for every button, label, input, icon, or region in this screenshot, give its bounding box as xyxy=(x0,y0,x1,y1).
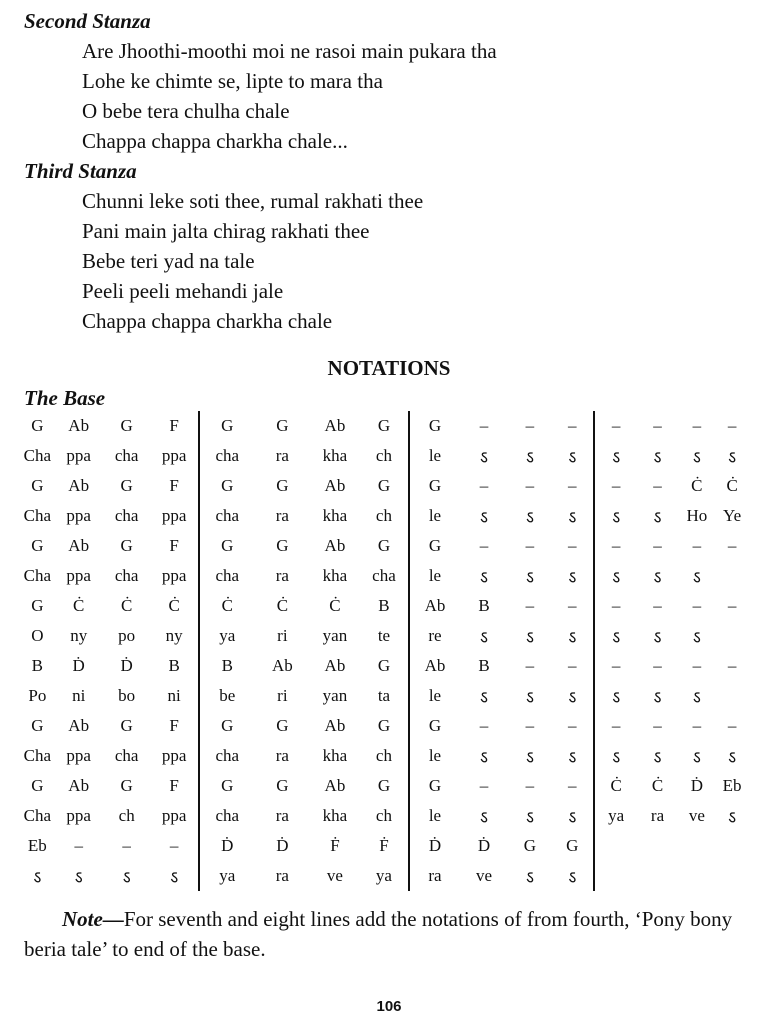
notation-cell: F xyxy=(169,416,179,435)
notation-cell: le xyxy=(409,501,460,531)
notation-cell: ऽ xyxy=(480,807,488,827)
notation-cell: ya xyxy=(199,621,255,651)
notation-cell: ra xyxy=(275,806,289,825)
notation-cell: – xyxy=(568,776,577,795)
notation-cell: Ḋ xyxy=(690,776,703,795)
notation-cell: ऽ xyxy=(525,507,534,527)
notation-cell: ऽ xyxy=(692,447,701,467)
notation-cell: Ċ xyxy=(276,596,289,615)
notation-cell: te xyxy=(377,626,391,645)
notation-cell: – xyxy=(692,536,702,555)
notation-cell: B xyxy=(168,656,180,675)
notation-cell: ch xyxy=(118,806,135,825)
notation-cell: ऽ xyxy=(525,807,534,827)
notation-cell: ny xyxy=(165,626,183,645)
notation-cell: Ḟ xyxy=(330,836,340,855)
notation-cell: ऽ xyxy=(122,867,131,887)
stanza-2-line-1: Are Jhoothi-moothi moi ne rasoi main pukara tha xyxy=(82,39,497,63)
notation-cell: G xyxy=(276,416,289,435)
notation-cell: po xyxy=(118,626,136,645)
notation-cell: Ab xyxy=(68,536,90,555)
notation-cell: ऽ xyxy=(525,747,534,767)
notation-cell: ppa xyxy=(161,566,187,585)
notation-cell: – xyxy=(692,656,702,675)
notation-cell: Ċ xyxy=(691,476,703,495)
notation-row xyxy=(20,501,748,531)
notation-row xyxy=(20,441,748,471)
notation-cell: F xyxy=(169,776,179,795)
notation-cell: ऽ xyxy=(480,627,488,647)
notation-cell: Cha xyxy=(23,566,52,585)
notation-cell: – xyxy=(594,411,638,441)
notation-cell: – xyxy=(653,476,662,495)
notation-cell: ऽ xyxy=(525,567,534,587)
notation-cell: G xyxy=(276,476,289,495)
notation-cell xyxy=(638,831,678,861)
notation-row xyxy=(20,411,748,441)
notation-cell: – xyxy=(653,716,662,735)
notation-cell: kha xyxy=(322,446,348,465)
stanza-2-heading: Second Stanza xyxy=(24,9,151,33)
notation-cell: – xyxy=(568,596,577,615)
notation-cell: Ḋ xyxy=(276,836,289,855)
notation-cell: ppa xyxy=(161,446,187,465)
notation-cell: ऽ xyxy=(594,741,638,771)
notation-cell: – xyxy=(568,716,577,735)
notation-cell: ऽ xyxy=(480,447,488,467)
notation-cell: Ye xyxy=(723,506,742,525)
notation-cell: – xyxy=(692,596,702,615)
notation-cell: G xyxy=(276,716,289,735)
notation-cell: Ċ xyxy=(199,591,255,621)
notation-cell: kha xyxy=(322,806,348,825)
notation-cell: G xyxy=(199,411,255,441)
notation-cell: Ḋ xyxy=(72,656,85,675)
notation-cell: ny xyxy=(70,626,88,645)
notation-cell: Ḋ xyxy=(409,831,460,861)
notation-cell: – xyxy=(479,716,489,735)
notation-cell: ni xyxy=(167,686,181,705)
notation-cell: ऽ xyxy=(568,627,577,647)
notation-cell: ni xyxy=(72,686,86,705)
notation-cell: Ċ xyxy=(594,771,638,801)
notation-cell: B xyxy=(199,651,255,681)
notation-cell: be xyxy=(199,681,255,711)
notation-cell: ppa xyxy=(161,506,187,525)
notation-cell: Ho xyxy=(686,506,708,525)
notation-cell: ppa xyxy=(66,566,91,585)
notation-cell: Ċ xyxy=(726,476,738,495)
notation-cell: ta xyxy=(377,686,391,705)
notation-cell: Ab xyxy=(324,536,346,555)
notation-cell: ऽ xyxy=(692,687,701,707)
notation-cell: – xyxy=(568,536,577,555)
notation-cell: G xyxy=(409,531,460,561)
notation-cell: Ab xyxy=(324,776,346,795)
notation-cell: – xyxy=(525,776,535,795)
notation-cell: kha xyxy=(322,746,348,765)
notation-cell: cha xyxy=(199,441,255,471)
notation-row xyxy=(20,621,748,651)
notation-cell xyxy=(594,831,638,861)
notation-cell: ra xyxy=(275,866,289,885)
notation-cell: – xyxy=(692,716,702,735)
notation-cell: G xyxy=(31,536,44,555)
notation-cell: ya xyxy=(375,866,392,885)
notation-cell: kha xyxy=(322,566,348,585)
notation-cell: ऽ xyxy=(653,627,662,647)
notation-cell xyxy=(594,861,638,891)
notation-cell: Ḋ xyxy=(477,836,491,855)
notation-cell: ya xyxy=(199,861,255,891)
notation-cell: ऽ xyxy=(692,747,701,767)
notation-cell: ऽ xyxy=(728,807,737,827)
notation-cell: G xyxy=(409,711,460,741)
stanza-3-line-2: Pani main jalta chirag rakhati thee xyxy=(82,219,370,243)
notation-cell: G xyxy=(120,776,133,795)
notation-cell: ppa xyxy=(66,746,91,765)
stanza-3-heading: Third Stanza xyxy=(24,159,137,183)
notation-cell xyxy=(716,681,748,711)
notation-cell: – xyxy=(594,591,638,621)
notation-cell: Ċ xyxy=(121,596,133,615)
notation-cell: Ab xyxy=(409,651,460,681)
notation-cell: ऽ xyxy=(594,681,638,711)
notation-cell: – xyxy=(525,716,535,735)
notation-cell: Ab xyxy=(324,656,346,675)
notation-cell: G xyxy=(409,471,460,501)
notation-cell: – xyxy=(568,656,577,675)
stanza-2-line-4: Chappa chappa charkha chale... xyxy=(82,129,348,153)
notation-cell: ऽ xyxy=(568,747,577,767)
notation-cell: G xyxy=(120,476,133,495)
notation-cell: ऽ xyxy=(692,627,701,647)
notation-cell: Ḟ xyxy=(379,836,389,855)
notation-cell: – xyxy=(727,596,737,615)
notation-cell: G xyxy=(199,771,255,801)
notation-cell: G xyxy=(31,476,44,495)
notation-cell: – xyxy=(525,536,535,555)
stanza-3-line-4: Peeli peeli mehandi jale xyxy=(82,279,284,303)
notation-cell: – xyxy=(568,416,577,435)
notation-cell: G xyxy=(552,831,594,861)
notation-cell: G xyxy=(377,416,391,435)
notation-cell: G xyxy=(120,536,133,555)
notation-cell: B xyxy=(31,656,44,675)
notation-cell: ppa xyxy=(66,446,91,465)
notation-cell xyxy=(638,861,678,891)
notation-cell: ऽ xyxy=(525,687,534,707)
notation-cell: cha xyxy=(199,741,255,771)
notation-cell: ऽ xyxy=(594,621,638,651)
notation-cell: ऽ xyxy=(568,567,577,587)
notation-cell: ऽ xyxy=(480,507,488,527)
stanza-3-line-1: Chunni leke soti thee, rumal rakhati thee xyxy=(82,189,424,213)
notation-cell: cha xyxy=(114,566,139,585)
notation-cell: cha xyxy=(114,506,139,525)
notation-cell: – xyxy=(653,656,662,675)
notation-cell: – xyxy=(594,531,638,561)
stanza-2-line-2: Lohe ke chimte se, lipte to mara tha xyxy=(82,69,383,93)
notation-cell: ऽ xyxy=(170,867,179,887)
notation-cell: B xyxy=(478,596,490,615)
notation-cell: Po xyxy=(28,686,47,705)
notation-cell: yan xyxy=(322,686,348,705)
notation-cell: ऽ xyxy=(568,807,577,827)
notation-row xyxy=(20,651,748,681)
notation-cell: ve xyxy=(688,806,705,825)
notation-cell: ऽ xyxy=(653,747,662,767)
notation-cell: yan xyxy=(322,626,348,645)
notation-cell: le xyxy=(409,741,460,771)
notation-cell: Ab xyxy=(409,591,460,621)
notation-cell: – xyxy=(479,416,489,435)
notation-cell: ऽ xyxy=(525,627,534,647)
notation-cell: – xyxy=(525,656,535,675)
notation-cell: F xyxy=(169,476,179,495)
notation-cell: ri xyxy=(277,626,288,645)
notation-cell: ऽ xyxy=(568,447,577,467)
notation-cell: ऽ xyxy=(653,687,662,707)
notation-cell: ya xyxy=(594,801,638,831)
notation-row xyxy=(20,591,748,621)
notation-cell: – xyxy=(122,836,131,855)
notation-cell: Eb xyxy=(722,776,742,795)
notation-cell: G xyxy=(377,776,391,795)
notation-cell: cha xyxy=(114,446,139,465)
notation-cell: ऽ xyxy=(74,867,83,887)
notation-cell: – xyxy=(727,716,737,735)
stanza-2-line-3: O bebe tera chulha chale xyxy=(82,99,290,123)
notation-cell: – xyxy=(525,596,535,615)
stanza-3-line-3: Bebe teri yad na tale xyxy=(82,249,255,273)
notation-cell: ch xyxy=(375,446,392,465)
notation-cell: – xyxy=(727,656,737,675)
notation-cell: re xyxy=(409,621,460,651)
notation-cell: ऽ xyxy=(525,447,534,467)
notation-table xyxy=(20,411,748,891)
notation-cell: ra xyxy=(275,566,289,585)
notation-cell: bo xyxy=(118,686,136,705)
notation-cell xyxy=(716,621,748,651)
notation-cell: G xyxy=(31,776,44,795)
notation-cell: G xyxy=(199,531,255,561)
notation-cell: G xyxy=(120,416,133,435)
notation-row xyxy=(20,681,748,711)
notation-row xyxy=(20,831,748,861)
notation-cell: ऽ xyxy=(728,447,737,467)
notation-cell: ऽ xyxy=(653,567,662,587)
notation-cell: G xyxy=(377,476,391,495)
notation-cell: – xyxy=(479,476,489,495)
notation-cell: Ab xyxy=(68,716,90,735)
notation-cell: G xyxy=(377,536,391,555)
notation-cell: ऽ xyxy=(568,687,577,707)
notation-cell: G xyxy=(199,471,255,501)
notation-cell: G xyxy=(31,716,44,735)
notation-row xyxy=(20,741,748,771)
notation-cell: le xyxy=(409,801,460,831)
note-label: Note— xyxy=(62,907,124,931)
notation-cell: – xyxy=(653,536,662,555)
notation-cell: Ab xyxy=(68,416,90,435)
notation-cell: Ab xyxy=(324,476,346,495)
notation-cell: ch xyxy=(375,806,392,825)
notation-cell: – xyxy=(727,416,737,435)
notation-cell: cha xyxy=(372,566,396,585)
notation-cell: ऽ xyxy=(568,507,577,527)
notation-row xyxy=(20,861,748,891)
notation-cell: cha xyxy=(114,746,139,765)
notation-cell: – xyxy=(74,836,83,855)
notation-cell: G xyxy=(276,776,289,795)
notation-cell: G xyxy=(377,656,391,675)
notation-cell: – xyxy=(594,651,638,681)
notation-cell: ऽ xyxy=(480,567,488,587)
notation-cell: ऽ xyxy=(552,861,594,891)
notation-row xyxy=(20,531,748,561)
notation-cell: G xyxy=(409,411,460,441)
notation-cell: ra xyxy=(275,506,289,525)
notation-cell: ऽ xyxy=(480,687,488,707)
notation-cell: – xyxy=(692,416,702,435)
notation-cell: ऽ xyxy=(728,747,737,767)
notation-cell: ऽ xyxy=(653,447,662,467)
notation-cell: Ḋ xyxy=(199,831,255,861)
notation-cell xyxy=(677,831,716,861)
page-number: 106 xyxy=(376,998,402,1015)
notation-row xyxy=(20,771,748,801)
notation-cell: ऽ xyxy=(33,867,42,887)
notation-cell: Cha xyxy=(23,506,52,525)
notation-cell: G xyxy=(31,596,44,615)
notation-cell: ऽ xyxy=(692,567,701,587)
notation-cell: Ab xyxy=(68,476,90,495)
notation-cell: B xyxy=(378,596,390,615)
notation-cell: ri xyxy=(277,686,288,705)
stanza-3-line-5: Chappa chappa charkha chale xyxy=(82,309,333,333)
notation-row xyxy=(20,711,748,741)
notation-cell: ch xyxy=(375,506,392,525)
notation-cell: ऽ xyxy=(594,441,638,471)
notation-cell: – xyxy=(525,476,535,495)
notation-cell: B xyxy=(478,656,490,675)
notation-cell: – xyxy=(594,471,638,501)
notation-cell: G xyxy=(31,416,44,435)
notation-cell: ऽ xyxy=(525,867,534,887)
notation-cell xyxy=(716,561,748,591)
notation-cell: kha xyxy=(322,506,348,525)
notation-cell: O xyxy=(31,626,44,645)
notation-cell: G xyxy=(377,716,391,735)
notation-cell: Eb xyxy=(27,836,47,855)
notation-cell: ppa xyxy=(161,806,187,825)
notation-cell: Ab xyxy=(324,716,346,735)
notation-cell: G xyxy=(523,836,537,855)
notation-cell: – xyxy=(479,776,489,795)
notation-cell: – xyxy=(568,476,577,495)
notation-cell: G xyxy=(199,711,255,741)
notation-cell: – xyxy=(525,416,535,435)
notation-cell: cha xyxy=(199,801,255,831)
notation-cell: Ab xyxy=(324,416,346,435)
notation-cell: ppa xyxy=(66,806,91,825)
notation-cell: F xyxy=(169,536,179,555)
notation-row xyxy=(20,561,748,591)
notation-cell: ch xyxy=(375,746,392,765)
notation-cell: ppa xyxy=(161,746,187,765)
notation-cell: Ab xyxy=(271,656,293,675)
notation-cell xyxy=(716,831,748,861)
notation-cell: G xyxy=(120,716,133,735)
notation-cell: G xyxy=(276,536,289,555)
notation-cell: Ċ xyxy=(329,596,341,615)
notation-cell: Cha xyxy=(23,806,52,825)
notation-cell: cha xyxy=(199,501,255,531)
notation-cell: ppa xyxy=(66,506,91,525)
notation-cell xyxy=(716,861,748,891)
notation-cell: Cha xyxy=(23,446,52,465)
notation-cell: ra xyxy=(409,861,460,891)
notation-cell: – xyxy=(727,536,737,555)
notation-cell: Cha xyxy=(23,746,52,765)
note-paragraph xyxy=(24,904,744,964)
notation-cell: Ċ xyxy=(651,776,664,795)
notation-cell: ऽ xyxy=(594,501,638,531)
notation-cell: ra xyxy=(275,446,289,465)
base-title: The Base xyxy=(24,386,106,410)
notation-cell: – xyxy=(479,536,489,555)
notation-cell: ve xyxy=(326,866,343,885)
notation-cell: ra xyxy=(275,746,289,765)
notation-cell: – xyxy=(653,596,662,615)
notation-cell: cha xyxy=(199,561,255,591)
notation-row xyxy=(20,471,748,501)
notation-cell: – xyxy=(653,416,662,435)
notation-cell: Ab xyxy=(68,776,90,795)
notation-cell: ve xyxy=(475,866,493,885)
notation-cell: – xyxy=(594,711,638,741)
notation-row xyxy=(20,801,748,831)
notation-cell: ऽ xyxy=(480,747,488,767)
notation-cell: Ḋ xyxy=(120,656,133,675)
notation-cell: ra xyxy=(650,806,665,825)
notation-cell: ऽ xyxy=(594,561,638,591)
notation-cell: ऽ xyxy=(653,507,662,527)
notation-cell xyxy=(677,861,716,891)
notation-cell: le xyxy=(409,681,460,711)
notation-cell: Ċ xyxy=(168,596,180,615)
notation-cell: le xyxy=(409,561,460,591)
notation-cell: G xyxy=(409,771,460,801)
notations-title: NOTATIONS xyxy=(327,356,451,380)
note-text: For seventh and eight lines add the notations of from fourth, ‘Pony bony beria tale’ to end of the base. xyxy=(24,907,733,961)
notation-cell: – xyxy=(169,836,179,855)
notation-cell: le xyxy=(409,441,460,471)
notation-cell: F xyxy=(169,716,179,735)
notation-cell: Ċ xyxy=(73,596,85,615)
